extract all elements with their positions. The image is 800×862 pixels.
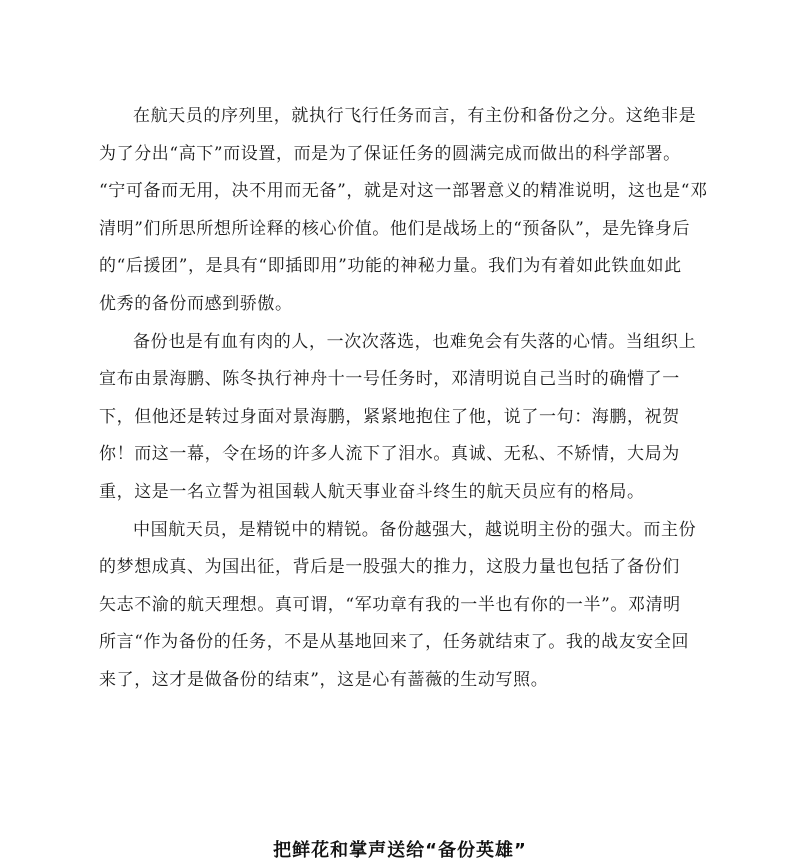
paragraph-2	[99, 324, 697, 512]
text-line: 清明”们所思所想所诠释的核心价值。他们是战场上的“预备队”，是先锋身后	[99, 218, 691, 239]
text-line: 宣布由景海鹏、陈冬执行神舟十一号任务时，邓清明说自己当时的确懵了一	[99, 369, 680, 390]
text-line: 的“后援团”，是具有“即插即用”功能的神秘力量。我们为有着如此铁血如此	[99, 256, 682, 277]
text-line: 矢志不渝的航天理想。真可谓，“军功章有我的一半也有你的一半”。邓清明	[99, 594, 681, 615]
text-line: 中国航天员，是精锐中的精锐。备份越强大，越说明主份的强大。而主份	[133, 519, 697, 540]
text-line: 来了，这才是做备份的结束”，这是心有蔷薇的生动写照。	[99, 669, 549, 690]
next-section-headline: 把鲜花和掌声送给“备份英雄”	[273, 840, 527, 861]
text-line: 为了分出“高下”而设置，而是为了保证任务的圆满完成而做出的科学部署。	[99, 143, 681, 164]
text-line: 优秀的备份而感到骄傲。	[99, 293, 293, 314]
article-body	[99, 98, 708, 700]
paragraph-3	[99, 512, 697, 700]
paragraph-1	[99, 98, 708, 324]
text-line: 所言“作为备份的任务，不是从基地回来了，任务就结束了。我的战友安全回	[99, 632, 690, 653]
text-line: 下，但他还是转过身面对景海鹏，紧紧地抱住了他，说了一句：海鹏，祝贺	[99, 406, 680, 427]
text-line: 重，这是一名立誓为祖国载人航天事业奋斗终生的航天员应有的格局。	[99, 481, 645, 502]
text-line: “宁可备而无用，决不用而无备”，就是对这一部署意义的精准说明，这也是“邓	[99, 181, 708, 202]
text-line: 在航天员的序列里，就执行飞行任务而言，有主份和备份之分。这绝非是	[133, 106, 697, 126]
text-line: 的梦想成真、为国出征，背后是一股强大的推力，这股力量也包括了备份们	[99, 557, 680, 578]
text-line: 备份也是有血有肉的人，一次次落选，也难免会有失落的心情。当组织上	[133, 331, 697, 352]
text-line: 你！而这一幕，令在场的许多人流下了泪水。真诚、无私、不矫情，大局为	[99, 444, 680, 465]
